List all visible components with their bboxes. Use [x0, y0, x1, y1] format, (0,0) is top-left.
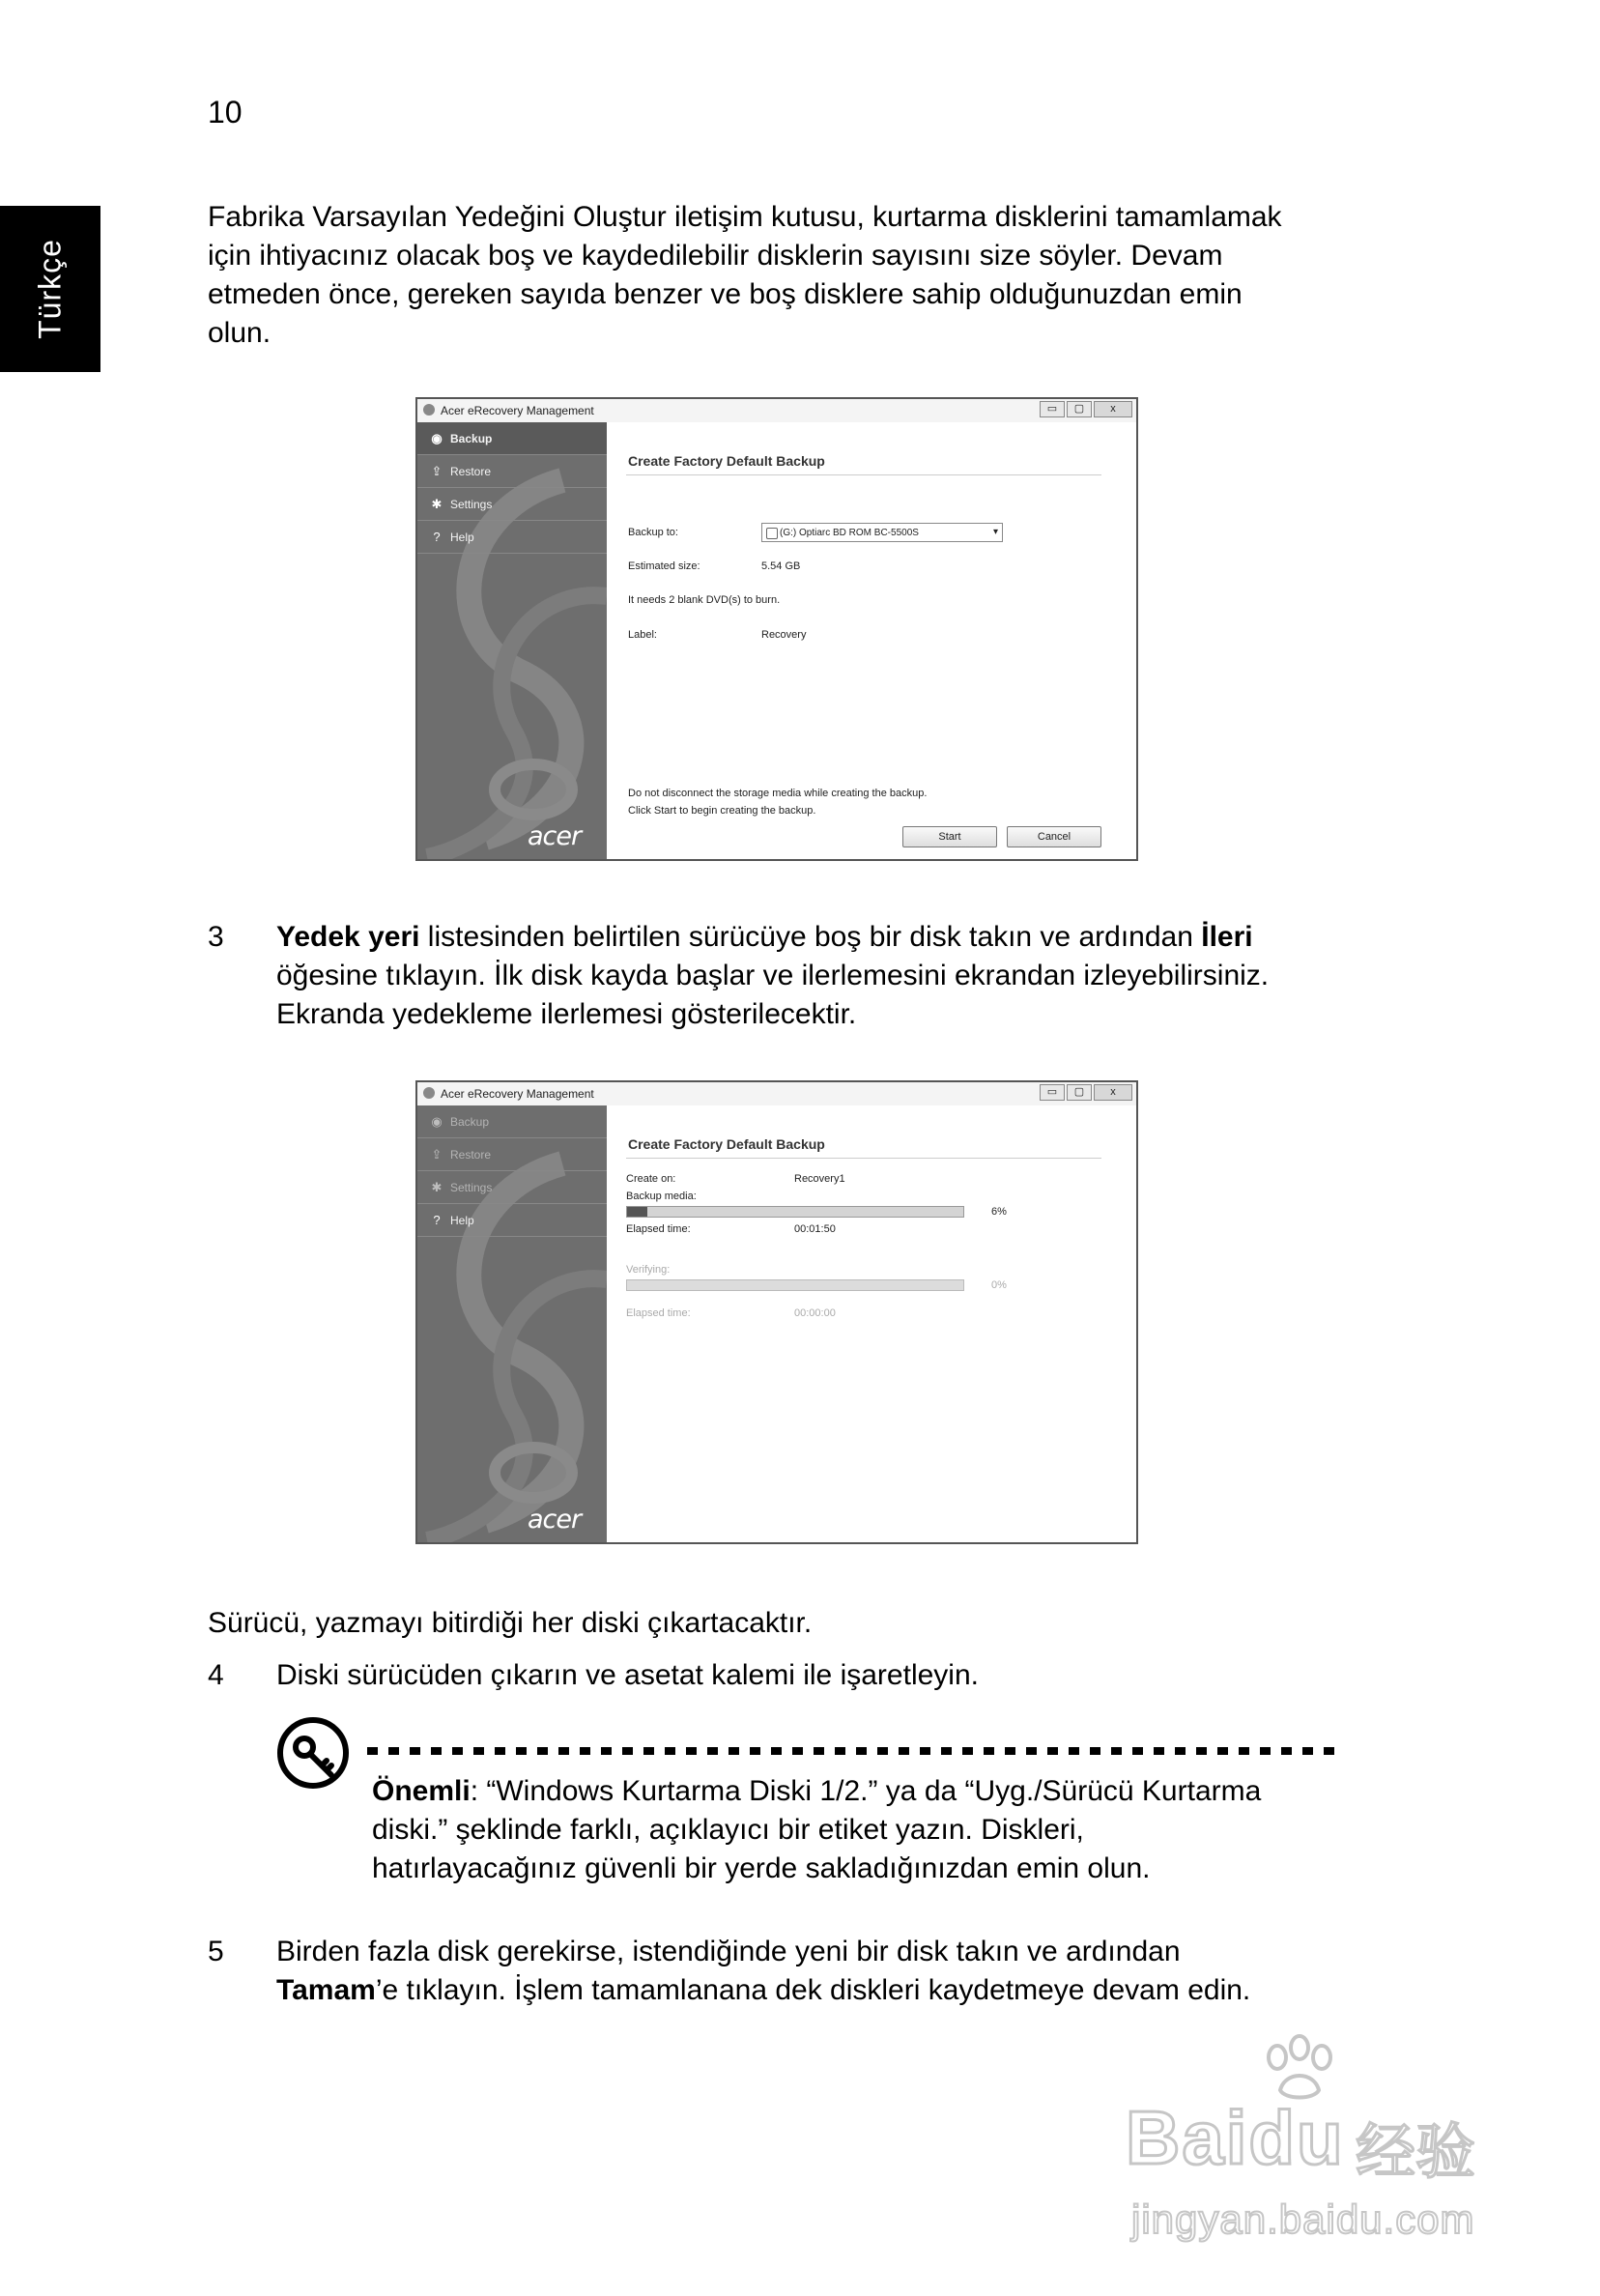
sidebar	[417, 1105, 607, 1542]
elapsed-time-value-2: 00:00:00	[794, 1307, 836, 1319]
sidebar-item-settings[interactable]	[417, 488, 607, 521]
cancel-button[interactable]: Cancel	[1007, 826, 1101, 847]
screenshot-backup-progress	[415, 1080, 1138, 1544]
warning-line: Do not disconnect the storage media while creating the backup.	[628, 788, 928, 799]
needs-discs-text: It needs 2 blank DVD(s) to burn.	[628, 594, 781, 606]
backup-to-label: Backup to:	[628, 527, 678, 538]
sidebar-item-backup[interactable]	[417, 1105, 607, 1138]
backup-progress-bar	[626, 1206, 964, 1218]
help-icon: ?	[433, 1213, 441, 1227]
watermark-url: jingyan.baidu.com	[1131, 2196, 1475, 2242]
sidebar-item-label: Help	[450, 1214, 474, 1227]
sidebar	[417, 422, 607, 859]
restore-icon: ⇪	[431, 464, 443, 478]
backup-location-term: Yedek yeri	[276, 921, 420, 953]
watermark-chinese: 经验	[1356, 2119, 1476, 2186]
step-number: 5	[208, 1936, 224, 1967]
sidebar-item-label: Restore	[450, 465, 492, 478]
sidebar-item-backup[interactable]	[417, 422, 607, 455]
screenshot-create-backup	[415, 397, 1138, 861]
window-title: Acer eRecovery Management	[441, 1087, 594, 1101]
gear-icon: ✱	[431, 497, 443, 511]
eject-note: Sürücü, yazmayı bitirdiği her diski çıkartacaktır.	[208, 1607, 813, 1639]
step3-text: Yedek yeri listesinden belirtilen sürücüye boş bir disk takın ve ardından İleri öğesine tıklayın. İlk disk kayda başlar ve ilerlemesini ekrandan izleyebilirsiniz. Ekranda yedekleme ilerlemesi gösterilecektir.	[276, 921, 1270, 1030]
close-button[interactable]: x	[1094, 1084, 1132, 1101]
restore-icon: ⇪	[431, 1147, 443, 1162]
gear-icon: ✱	[431, 1180, 443, 1194]
acer-logo: acer	[528, 1505, 582, 1535]
window-titlebar	[417, 1082, 1136, 1106]
sidebar-item-label: Restore	[450, 1148, 492, 1162]
language-tab-label: Türkçe	[32, 239, 68, 339]
step-number: 4	[208, 1659, 224, 1691]
backup-icon: ◉	[431, 1114, 443, 1129]
baidu-watermark	[1126, 2034, 1531, 2256]
heading-divider	[626, 1158, 1101, 1159]
backup-progress-fill	[627, 1207, 647, 1217]
label-value: Recovery	[761, 629, 807, 641]
intro-line: olun.	[208, 317, 271, 349]
sidebar-item-restore[interactable]	[417, 455, 607, 488]
key-icon	[275, 1715, 351, 1791]
content-pane	[607, 1105, 1136, 1542]
verify-progress-bar	[626, 1279, 964, 1291]
estimated-size-value: 5.54 GB	[761, 560, 801, 572]
note-divider	[367, 1747, 1343, 1755]
backup-to-value: (G:) Optiarc BD ROM BC-5500S	[780, 528, 919, 538]
sidebar-item-help[interactable]	[417, 1204, 607, 1237]
app-icon	[423, 404, 435, 416]
instruction-line: Click Start to begin creating the backup.	[628, 805, 816, 817]
heading-divider	[626, 474, 1101, 475]
language-tab	[0, 206, 100, 372]
sidebar-item-label: Help	[450, 531, 474, 544]
intro-line: Fabrika Varsayılan Yedeğini Oluştur iletişim kutusu, kurtarma disklerini tamamlamak	[208, 201, 1282, 233]
sidebar-item-help[interactable]	[417, 521, 607, 554]
acer-logo: acer	[528, 821, 582, 851]
close-button[interactable]: x	[1094, 401, 1132, 417]
paw-icon	[1256, 2034, 1343, 2102]
step4-text: Diski sürücüden çıkarın ve asetat kalemi ile işaretleyin.	[276, 1659, 979, 1691]
elapsed-time-value: 00:01:50	[794, 1223, 836, 1235]
dialog-heading: Create Factory Default Backup	[628, 453, 825, 469]
important-term: Önemli	[372, 1775, 471, 1807]
intro-line: etmeden önce, gereken sayıda benzer ve boş disklere sahip olduğunuzdan emin	[208, 278, 1243, 310]
watermark-brand: Bai	[1126, 2095, 1249, 2180]
maximize-button[interactable]: ▢	[1067, 1084, 1092, 1101]
backup-icon: ◉	[431, 431, 443, 445]
sidebar-item-label: Backup	[450, 432, 493, 445]
minimize-button[interactable]: ▭	[1040, 1084, 1065, 1101]
intro-line: için ihtiyacınız olacak boş ve kaydedilebilir disklerin sayısını size söyler. Devam	[208, 240, 1223, 272]
sidebar-item-restore[interactable]	[417, 1138, 607, 1171]
sidebar-item-label: Settings	[450, 498, 493, 511]
backup-to-select[interactable]	[761, 523, 1003, 542]
page-number: 10	[208, 95, 243, 129]
sidebar-item-label: Settings	[450, 1181, 493, 1194]
next-term: İleri	[1201, 921, 1253, 953]
estimated-size-label: Estimated size:	[628, 560, 700, 572]
help-icon: ?	[433, 530, 441, 544]
elapsed-time-label: Elapsed time:	[626, 1223, 691, 1235]
step-number: 3	[208, 921, 224, 953]
verifying-label: Verifying:	[626, 1264, 671, 1276]
step5-text: Birden fazla disk gerekirse, istendiğinde yeni bir disk takın ve ardından Tamam’e tıklayın. İşlem tamamlanana dek diskleri kaydetmeye devam edin.	[276, 1936, 1251, 2006]
verify-percent: 0%	[991, 1279, 1007, 1291]
elapsed-time-label-2: Elapsed time:	[626, 1307, 691, 1319]
backup-media-label: Backup media:	[626, 1191, 697, 1202]
label-label: Label:	[628, 629, 657, 641]
window-titlebar	[417, 399, 1136, 423]
create-on-label: Create on:	[626, 1173, 676, 1185]
content-pane	[607, 422, 1136, 859]
sidebar-item-label: Backup	[450, 1115, 490, 1129]
ok-term: Tamam	[276, 1974, 376, 2006]
minimize-button[interactable]: ▭	[1040, 401, 1065, 417]
start-button[interactable]: Start	[902, 826, 997, 847]
chevron-down-icon: ▾	[992, 527, 998, 537]
sidebar-item-settings[interactable]	[417, 1171, 607, 1204]
maximize-button[interactable]: ▢	[1067, 401, 1092, 417]
dialog-heading: Create Factory Default Backup	[628, 1136, 825, 1152]
important-note: Önemli: “Windows Kurtarma Diski 1/2.” ya da “Uyg./Sürücü Kurtarma diski.” şeklinde farklı, açıklayıcı bir etiket yazın. Diskleri, hatırlayacağınız güvenli bir yerde sakladığınızdan emin olun.	[372, 1775, 1262, 1884]
watermark-brand-du: du	[1248, 2095, 1345, 2180]
backup-percent: 6%	[991, 1206, 1007, 1218]
create-on-value: Recovery1	[794, 1173, 845, 1185]
intro-paragraph	[208, 198, 1367, 353]
window-title: Acer eRecovery Management	[441, 404, 594, 417]
app-icon	[423, 1087, 435, 1099]
drive-icon	[766, 528, 778, 539]
